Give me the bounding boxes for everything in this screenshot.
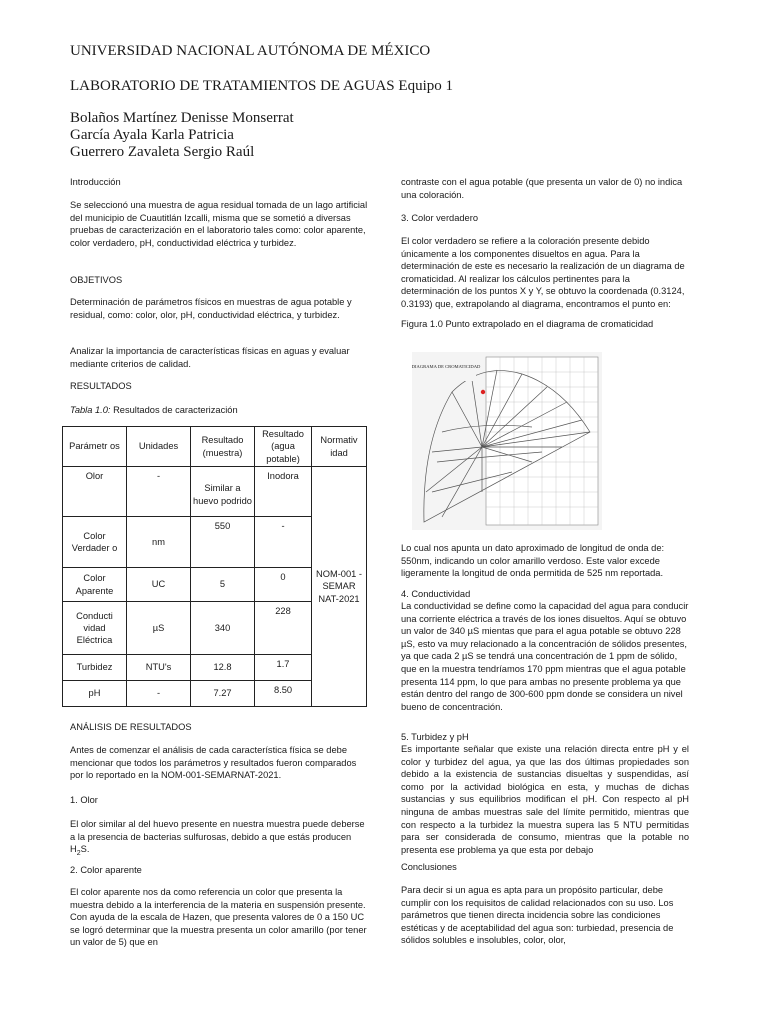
olor-text [70,818,370,861]
results-table [62,426,367,707]
cell-potable: Inodora [255,467,312,517]
figure-caption: Figura 1.0 Punto extrapolado en el diagrama de cromaticidad [401,319,654,329]
analisis-heading: ANÁLISIS DE RESULTADOS [70,722,192,732]
cell-potable: - [255,517,312,568]
cell-result: 7.27 [191,681,255,707]
table-caption-label: Tabla 1.0: [70,405,111,415]
objetivos-heading: OBJETIVOS [70,275,123,285]
verdadero-text: El color verdadero se refiere a la coloración presente debido únicamente a los componentes disueltos en agua. Para la determinación de este es necesario la realización de un diagrama de cromaticidad. Al realizar los cálculos pertinentes para la determinación de los puntos X y Y, se obtuvo la coordenada (0.3124, 0.3193) que, extrapolando al diagrama, encontramos el punto en: [401,236,685,309]
aparente-text: El color aparente nos da como referencia un color que presenta la muestra debido a la interferencia de la materia en suspensión presente. Con ayuda de la escala de Hazen, que presenta valores de 0 a 150 UC se logró determinar que la muestra presenta un color amarillo (por tener un valor de 5) que en [70,887,367,948]
objetivo-2: Analizar la importancia de características físicas en aguas y evaluar mediante criterios de calidad. [70,346,350,369]
table-caption [70,404,370,417]
cell-unit: NTU's [127,655,191,681]
olor-text-subscript: 2 [76,850,81,858]
analisis-text: Antes de comenzar el análisis de cada característica física se debe mencionar que todos los parámetros y resultados fueron comparados por lo reportado en la NOM-001-SEMARNAT-2021. [70,745,357,781]
cell-potable: 8.50 [255,681,312,707]
author-1: Bolaños Martínez Denisse Monserrat [70,110,294,126]
objetivo-1: Determinación de parámetros físicos en muestras de agua potable y residual, como: color, olor, pH, conductividad eléctrica, y turbidez. [70,297,352,320]
olor-heading: 1. Olor [70,795,98,805]
cell-normatividad: NOM-001 -SEMAR NAT-2021 [312,467,367,707]
cell-unit: - [127,467,191,517]
author-3: Guerrero Zavaleta Sergio Raúl [70,144,255,160]
conductividad-heading: 4. Conductividad [401,589,471,599]
table-row [63,467,367,517]
header-unidades: Unidades [127,427,191,467]
aparente-heading: 2. Color aparente [70,865,142,875]
aparente-continuation: contraste con el agua potable (que presenta un valor de 0) no indica una coloración. [401,177,683,200]
turbidez-text: Es importante señalar que existe una relación directa entre pH y el color y turbidez del agua, ya que las dos últimas propiedades son debido a la existencia de sustancias disueltas y suspendidas, así como por la actividad biológica en esta, y muchas de dichas sustancias y sus equilibrios modifican el pH. Con respecto al pH ninguna de ambas muestras sale del límite permitido, mientras que con respecto a la turbidez la muestra supera las 5 NTU permitidas para ser considerada de consumo, mientras que la potable no presenta ese problema ya que esta por debajo [401,744,689,855]
intro-heading: Introducción [70,177,121,187]
conclusiones-heading: Conclusiones [401,862,457,872]
lab-title: LABORATORIO DE TRATAMIENTOS DE AGUAS Equipo 1 [70,78,453,94]
chromaticity-diagram-image [412,352,602,530]
verdadero-heading: 3. Color verdadero [401,213,478,223]
cell-potable: 228 [255,602,312,655]
intro-text: Se seleccionó una muestra de agua residual tomada de un lago artificial del municipio de Cuautitlán Izcalli, misma que se sometió a diversas pruebas de caracterización en el laboratorio tales como: color aparente, color verdadero, pH, conductividad eléctrica y turbidez. [70,200,368,248]
cell-unit: nm [127,517,191,568]
cell-result: 5 [191,568,255,602]
figure-title: DIAGRAMA DE CROMATICIDAD [412,364,481,369]
cell-potable: 1.7 [255,655,312,681]
chromaticity-diagram-svg [412,352,602,530]
cell-result: 550 [191,517,255,568]
cell-param: Color Aparente [63,568,127,602]
cell-result: Similar a huevo podrido [191,467,255,517]
cell-unit: UC [127,568,191,602]
conclusiones-text: Para decir si un agua es apta para un propósito particular, debe cumplir con los requisitos de calidad relacionados con su uso. Los parámetros que tienen directa incidencia sobre las condiciones estéticas y de aceptabilidad del agua son: turbiedad, presencia de sólidos solubles e insolubles, color, olor, [401,885,674,946]
university-title: UNIVERSIDAD NACIONAL AUTÓNOMA DE MÉXICO [70,43,431,59]
cell-potable: 0 [255,568,312,602]
table-caption-text: Resultados de caracterización [110,405,238,415]
olor-text-main: El olor similar al del huevo presente en nuestra muestra puede deberse a la presencia de bacterias sulfurosas, debido a que estás producen H [70,819,365,855]
cell-param: Turbidez [63,655,127,681]
cell-param: pH [63,681,127,707]
header-parametros: Parámetr os [63,427,127,467]
after-figure-text: Lo cual nos apunta un dato aproximado de longitud de onda de: 550nm, indicando un color amarillo verdoso. Este valor excede ligeramente la longitud de onda permitida de 525 nm reportada. [401,543,665,579]
header-normatividad: Normativ idad [312,427,367,467]
author-2: García Ayala Karla Patricia [70,127,234,143]
cell-unit: - [127,681,191,707]
extrapolated-point [481,390,485,394]
turbidez-heading: 5. Turbidez y pH [401,732,469,742]
cell-param: Olor [63,467,127,517]
cell-unit: µS [127,602,191,655]
cell-param: Color Verdader o [63,517,127,568]
conductividad-text: La conductividad se define como la capacidad del agua para conducir una corriente eléctrica a través de los iones disueltos. Aquí se obtuvo un valor de 340 µS mientas que para el agua potable se obtuvo 228 µS, esto va muy relacionado a la concentración de sólidos presentes, ya que cada 2 µS se tendrá una concentración de 1 ppm de sólido, que en la muestra tendríamos 170 ppm mientras que el agua potable presenta 114 ppm, lo que para ambas no presente problema ya que están dentro del rango de 300-600 ppm donde se considera un nivel bueno de concentración. [401,601,689,712]
header-resultado-potable: Resultado (agua potable) [255,427,312,467]
olor-text-end: S. [80,844,90,855]
header-resultado-muestra: Resultado (muestra) [191,427,255,467]
resultados-heading: RESULTADOS [70,381,132,391]
cell-param: Conducti vidad Eléctrica [63,602,127,655]
table-header-row [63,427,367,467]
cell-result: 12.8 [191,655,255,681]
cell-result: 340 [191,602,255,655]
